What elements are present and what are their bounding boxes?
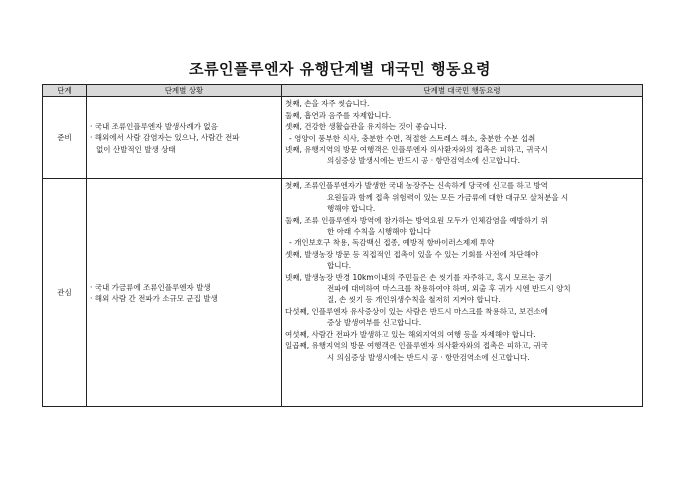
header-status: 단계별 상황 [87, 85, 282, 97]
behavior-guide-table [42, 84, 643, 407]
actions-cell [282, 179, 643, 407]
table-row-attention [43, 179, 643, 407]
status-line: · 국내 조류인플루엔자 발생사례가 없음 [90, 121, 218, 131]
actions-cell [282, 97, 643, 179]
stage-cell: 준비 [43, 97, 87, 179]
action-line: 행해야 합니다. [327, 204, 376, 214]
status-line: · 해외 사람 간 전파가 소규모 군집 발생 [90, 293, 218, 303]
status-cell [87, 97, 282, 179]
action-line: 셋째, 건강한 생활습관을 유지하는 것이 좋습니다. [285, 122, 447, 132]
action-line: 둘째, 흡연과 음주를 자제합니다. [285, 110, 392, 120]
action-line: 시 의심증상 발생시에는 반드시 공 · 항만검역소에 신고합니다. [327, 352, 530, 362]
action-line: 여섯째, 사람간 전파가 발생하고 있는 해외지역의 여행 등을 자제해야 합니다. [285, 329, 536, 339]
action-line: 질, 손 씻기 등 개인위생수칙을 철저히 지켜야 합니다. [327, 295, 501, 305]
action-line: 첫째, 손을 자주 씻습니다. [285, 99, 370, 109]
header-stage: 단계 [43, 85, 87, 97]
action-line: 전파에 대비하여 마스크를 착용하여야 하며, 외출 후 귀가 시엔 반드시 양치 [327, 284, 571, 294]
status-line: · 해외에서 사람 감염자는 있으나, 사람간 전파 [90, 133, 240, 143]
action-line: 증상 발생여부를 신고합니다. [327, 318, 422, 328]
header-actions: 단계별 대국민 행동요령 [282, 85, 643, 97]
table-row-prepare [43, 97, 643, 179]
document-title: 조류인플루엔자 유행단계별 대국민 행동요령 [189, 60, 491, 78]
action-line: 첫째, 조류인플루엔자가 발생한 국내 농장주는 신속하게 당국에 신고를 하고 방역 [285, 181, 548, 191]
status-line: 없이 산발적인 발생 상태 [96, 144, 176, 154]
status-line: · 국내 가금류에 조류인플루엔자 발생 [90, 282, 211, 292]
action-line: 넷째, 유행지역의 방문 여행객은 인플루엔자 의사환자와의 접촉은 피하고, 귀국시 [285, 145, 548, 155]
action-line: 둘째, 조류 인플루엔자 방역에 참가하는 방역요원 모두가 인체감염을 예방하기 위 [285, 215, 548, 225]
stage-cell: 관심 [43, 179, 87, 407]
action-line: 다섯째, 인플루엔자 유사증상이 있는 사람은 반드시 마스크를 착용하고, 보건소에 [285, 306, 548, 316]
action-line: 넷째, 발생농장 반경 10km이내의 주민들은 손 씻기를 자주하고, 혹시 모르는 공기 [285, 272, 553, 282]
status-cell [87, 179, 282, 407]
table-header-row [43, 85, 643, 97]
action-line: 셋째, 발생농장 방문 등 직접적인 접촉이 있을 수 있는 기회를 사전에 차단해야 [285, 249, 539, 259]
action-line: 일곱째, 유행지역의 방문 여행객은 인플루엔자 의사환자와의 접촉은 피하고, 귀국 [285, 341, 548, 351]
action-line: - 개인보호구 착용, 독감백신 접종, 예방적 항바이러스제제 투약 [289, 238, 495, 248]
action-line: 합니다. [327, 261, 352, 271]
action-line: 한 아래 수칙을 시행해야 합니다 [327, 227, 431, 237]
action-line: - 영양이 풍부한 식사, 충분한 수면, 적절한 스트레스 해소, 충분한 수분 섭취 [289, 133, 536, 143]
action-line: 의심증상 발생시에는 반드시 공 · 항만검역소에 신고합니다. [327, 156, 520, 166]
action-line: 요원들과 함께 접촉 위험력이 있는 모든 가금류에 대한 대규모 살처분을 시 [327, 192, 569, 202]
